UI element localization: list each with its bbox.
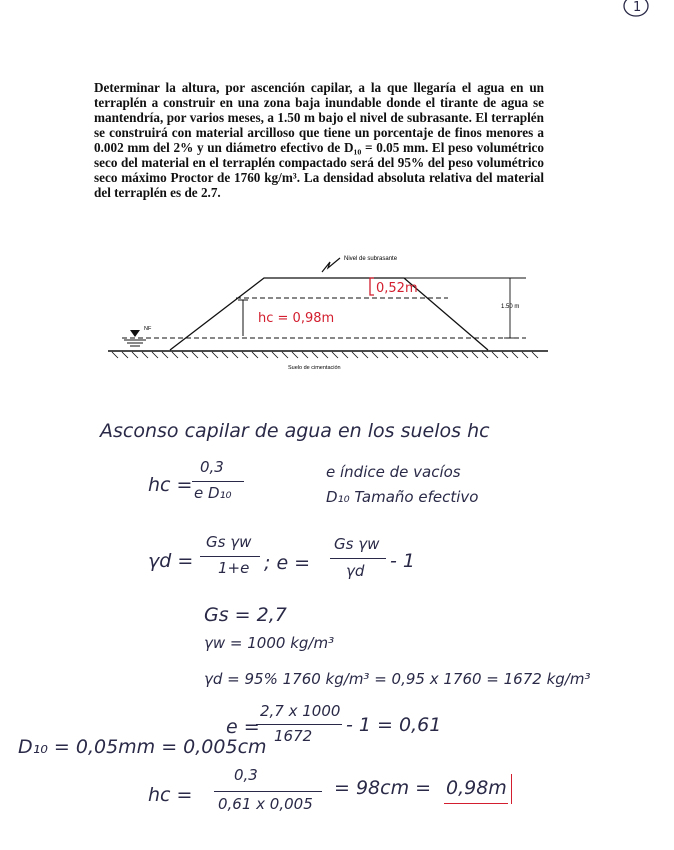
def-e: e índice de vacíos: [326, 463, 461, 481]
gd-formula-lhs: γd =: [148, 550, 194, 572]
annot-hc: hc = 0,98m: [258, 311, 335, 326]
e-formula-lhs: ; e =: [264, 552, 311, 574]
gs-value: Gs = 2,7: [204, 604, 287, 626]
gd-calc: γd = 95% 1760 kg/m³ = 0,95 x 1760 = 1672 kg/m³: [204, 670, 591, 688]
hc-formula-den: e D₁₀: [194, 484, 232, 502]
label-nf: NF: [144, 326, 152, 332]
hc-result: 0,98m: [446, 777, 507, 799]
label-suelo: Suelo de cimentación: [288, 365, 341, 371]
subrasante-pointer: [322, 258, 340, 272]
gd-formula-den: 1+e: [218, 559, 250, 577]
result-underline: [444, 803, 508, 804]
hc-formula-num: 0,3: [200, 458, 224, 476]
result-mark: [511, 774, 512, 804]
problem-statement: Determinar la altura, por ascención capilar, a la que llegaría el agua en un terraplén a construir en una zona baja inundable donde el tirante de agua se mantendría, por varios meses, a 1.50 m bajo el nivel de subrasante. El terraplén se construirá con material arcilloso que tiene un porcentaje de finos menores a 0.002 mm del 2% y un diámetro efectivo de D₁₀ = 0.05 mm. El peso volumétrico seco del material en el terraplén compactado será del 95% del peso volumétrico seco máximo Proctor de 1760 kg/m³. La densidad absoluta relativa del material del terraplén es de 2.7.: [94, 80, 544, 200]
e-calc-lhs: e =: [226, 716, 260, 738]
e-formula-tail: - 1: [390, 550, 415, 572]
top-bracket: [370, 278, 374, 295]
e-calc-tail: - 1 = 0,61: [346, 714, 442, 736]
e-formula-den: γd: [346, 562, 365, 580]
hc-calc-mid: = 98cm =: [334, 777, 432, 799]
notes-heading: Asconso capilar de agua en los suelos hc: [100, 420, 490, 442]
embankment-diagram: [108, 248, 556, 374]
annot-top: 0,52m: [376, 281, 418, 296]
gd-formula-num: Gs γw: [206, 533, 252, 551]
hc-formula-lhs: hc =: [148, 474, 193, 496]
nf-symbol: [130, 330, 140, 337]
page-number: 1: [633, 0, 642, 15]
hc-calc-lhs: hc =: [148, 784, 193, 806]
def-d10: D₁₀ Tamaño efectivo: [326, 488, 479, 506]
label-subrasante: Nivel de subrasante: [344, 256, 398, 262]
label-dim: 1.50 m: [501, 304, 520, 310]
e-calc-den: 1672: [274, 727, 313, 745]
hc-calc-num: 0,3: [234, 766, 258, 784]
e-formula-num: Gs γw: [334, 535, 380, 553]
d10-conversion: D₁₀ = 0,05mm = 0,005cm: [18, 736, 267, 758]
e-calc-num: 2,7 x 1000: [260, 702, 341, 720]
hc-calc-den: 0,61 x 0,005: [218, 795, 313, 813]
gw-value: γw = 1000 kg/m³: [204, 634, 335, 652]
ground-hatch: [112, 352, 538, 358]
page-number-badge: [622, 0, 652, 20]
